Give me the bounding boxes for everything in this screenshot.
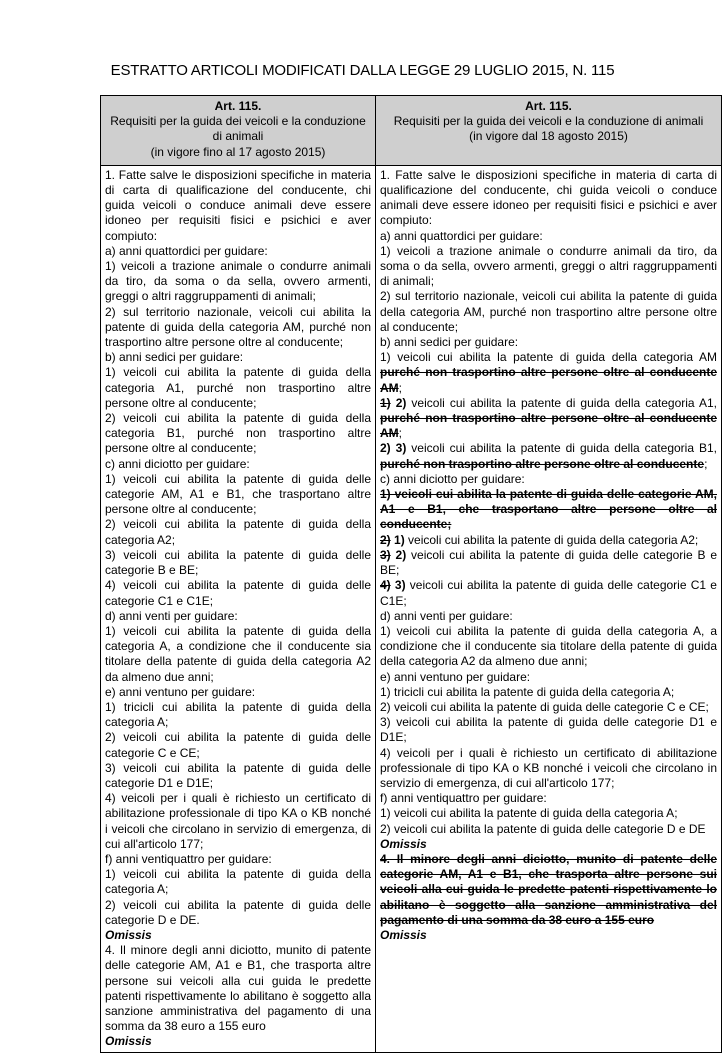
text-segment: 2) sul territorio nazionale, veicoli cui abilita la patente di guida della categoria AM, purché non trasportino altre persone oltre al conducente; — [105, 304, 371, 350]
article-paragraph — [380, 487, 717, 533]
table-header-row — [101, 96, 722, 166]
text-segment: ; — [398, 426, 403, 441]
article-paragraph — [380, 624, 717, 670]
text-segment: 3) — [394, 578, 406, 593]
omissis-label: Omissis — [380, 836, 427, 851]
article-paragraph — [380, 837, 717, 852]
text-segment: 4) veicoli cui abilita la patente di guida delle categorie C1 e C1E; — [105, 578, 371, 608]
header-article: Art. 115. — [525, 99, 572, 113]
article-paragraph — [380, 746, 717, 792]
article-paragraph — [105, 761, 371, 791]
article-paragraph — [380, 396, 717, 442]
text-segment: a) anni quattordici per guidare: — [105, 243, 268, 258]
text-segment: e) anni ventuno per guidare: — [105, 684, 256, 699]
text-segment: 2) — [395, 395, 407, 410]
article-paragraph — [105, 624, 371, 685]
text-segment: 2) veicoli cui abilita la patente di guida delle categorie C e CE; — [105, 730, 371, 760]
article-paragraph — [380, 350, 717, 396]
text-segment: c) anni diciotto per guidare: — [380, 471, 525, 486]
text-segment: veicoli cui abilita la patente di guida delle categorie B e BE; — [380, 547, 718, 578]
text-segment: veicoli cui abilita la patente di guida delle categorie C1 e C1E; — [380, 578, 717, 608]
deleted-text: purché non trasportino altre persone oltre al conducente — [380, 456, 705, 471]
text-segment: 1) veicoli cui abilita la patente di guida della categoria AM — [380, 350, 717, 365]
article-paragraph — [380, 335, 717, 350]
text-segment: 4) veicoli per i quali è richiesto un certificato di abilitazione professionale di tipo KA o KB nonché i veicoli che circolano in servizio di emergenza, di cui all'articolo 177; — [105, 791, 371, 851]
header-vigore: (in vigore dal 18 agosto 2015) — [469, 129, 628, 144]
text-segment: a) anni quattordici per guidare: — [380, 228, 543, 243]
text-segment: 1) veicoli cui abilita la patente di guida della categoria A1, purché non trasportino altre persone oltre al conducente; — [105, 365, 371, 410]
document-title: ESTRATTO ARTICOLI MODIFICATI DALLA LEGGE 29 LUGLIO 2015, N. 115 — [110, 62, 615, 79]
text-segment: 1) veicoli a trazione animale o condurre animali da tiro, da soma o da sella, ovvero armenti, greggi o altri raggruppamenti di animali; — [105, 259, 371, 304]
article-paragraph — [105, 365, 371, 411]
comparison-table — [100, 95, 722, 1053]
text-segment: veicoli cui abilita la patente di guida della categoria A2; — [404, 532, 699, 547]
header-new-version — [376, 96, 722, 166]
omissis-label: Omissis — [380, 927, 427, 942]
text-segment: c) anni diciotto per guidare: — [105, 456, 250, 471]
header-subtitle: Requisiti per la guida dei veicoli e la conduzione di animali — [110, 114, 366, 144]
text-segment: 1) veicoli a trazione animale o condurre animali da tiro, da soma o da sella, ovvero armenti, greggi o altri raggruppamenti di animali; — [380, 243, 717, 289]
text-segment: 3) — [395, 441, 407, 456]
article-paragraph — [105, 943, 371, 1034]
text-segment: 1) veicoli cui abilita la patente di guida delle categorie AM, A1 e B1, che trasportano altre persone oltre al conducente; — [105, 471, 371, 517]
article-paragraph — [380, 289, 717, 335]
article-paragraph — [380, 700, 717, 715]
deleted-text: 4) — [380, 578, 391, 593]
deleted-text: 4. Il minore degli anni diciotto, munito di patente delle categorie AM, A1 e B1, che trasporta altre persone sui veicoli alla cui guida le predette patenti rispettivamente lo abilitano è soggetto alla sanzione amministrativa del pagamento di una somma da 38 euro a 155 euro — [380, 851, 717, 927]
article-paragraph — [380, 229, 717, 244]
header-old-version — [101, 96, 376, 166]
article-paragraph — [105, 730, 371, 760]
article-paragraph — [380, 685, 717, 700]
article-paragraph — [380, 806, 717, 821]
table-body-row — [101, 165, 722, 1052]
article-paragraph — [105, 578, 371, 608]
text-segment: 3) veicoli cui abilita la patente di guida delle categorie D1 e D1E; — [105, 760, 371, 790]
text-segment: 3) veicoli cui abilita la patente di guida delle categorie B e BE; — [105, 547, 371, 578]
article-paragraph — [105, 168, 371, 244]
text-segment: 2) — [380, 441, 391, 456]
article-paragraph — [380, 670, 717, 685]
header-subtitle: Requisiti per la guida dei veicoli e la conduzione di animali — [393, 114, 704, 129]
text-segment: 2) veicoli cui abilita la patente di guida della categoria B1, purché non trasportino altre persone oltre al conducente; — [105, 411, 371, 456]
article-paragraph — [380, 928, 717, 943]
text-segment: 1) veicoli cui abilita la patente di guida della categoria A, a condizione che il conducente sia titolare della patente di guida della categoria A2 da almeno due anni; — [380, 623, 717, 669]
article-paragraph — [105, 685, 371, 700]
article-paragraph — [105, 700, 371, 730]
text-segment: 2) — [395, 547, 407, 562]
article-paragraph — [105, 898, 371, 928]
article-paragraph — [105, 350, 371, 365]
text-segment: 2) veicoli cui abilita la patente di guida delle categorie D e DE — [380, 821, 706, 836]
article-paragraph — [105, 517, 371, 547]
text-segment: 1) tricicli cui abilita la patente di guida della categoria A; — [105, 699, 371, 730]
deleted-text: 1) veicoli cui abilita la patente di guida delle categorie AM, A1 e B1, che trasportano altre persone oltre al conducente; — [380, 487, 717, 532]
text-segment: 1. Fatte salve le disposizioni specifiche in materia di carta di qualificazione del conducente, chi guida veicoli o conduce animali deve essere idoneo per requisiti fisici e psichici e aver compiuto: — [105, 167, 371, 243]
deleted-text: purché non trasportino altre persone oltre al conducente AM — [380, 411, 717, 441]
article-paragraph — [105, 259, 371, 305]
text-segment: b) anni sedici per guidare: — [380, 335, 519, 350]
article-paragraph — [380, 852, 717, 928]
header-vigore: (in vigore fino al 17 agosto 2015) — [150, 144, 326, 159]
text-segment: b) anni sedici per guidare: — [105, 350, 244, 365]
text-segment: veicoli cui abilita la patente di guida della categoria B1, — [406, 441, 717, 456]
article-paragraph — [105, 411, 371, 457]
text-segment: ; — [704, 456, 708, 471]
article-paragraph — [380, 441, 717, 471]
article-paragraph — [105, 1034, 371, 1049]
text-segment: ; — [398, 380, 403, 395]
article-paragraph — [105, 928, 371, 943]
article-paragraph — [380, 822, 717, 837]
article-paragraph — [105, 244, 371, 259]
text-segment: veicoli cui abilita la patente di guida della categoria A1, — [406, 395, 717, 410]
text-segment: f) anni ventiquattro per guidare: — [105, 851, 272, 866]
article-paragraph — [380, 244, 717, 290]
text-segment: 3) veicoli cui abilita la patente di guida delle categorie D1 e D1E; — [380, 715, 717, 745]
text-segment: d) anni venti per guidare: — [380, 608, 513, 623]
article-paragraph — [380, 533, 717, 548]
old-text-column — [101, 165, 376, 1052]
article-paragraph — [105, 548, 371, 578]
text-segment: e) anni ventuno per guidare: — [380, 669, 531, 684]
text-segment: 2) veicoli cui abilita la patente di guida delle categorie D e DE. — [105, 897, 371, 927]
article-paragraph — [380, 578, 717, 608]
article-paragraph — [380, 791, 717, 806]
article-paragraph — [380, 168, 717, 229]
text-segment: 4. Il minore degli anni diciotto, munito di patente delle categorie AM, A1 e B1, che trasporta altre persone sui veicoli alla cui guida le predette patenti rispettivamente lo abilitano è soggetto alla sanzione amministrativa del pagamento di una somma da 38 euro a 155 euro — [105, 943, 371, 1034]
text-segment: 1) veicoli cui abilita la patente di guida della categoria A; — [105, 867, 371, 897]
deleted-text: purché non trasportino altre persone oltre al conducente AM — [380, 365, 717, 395]
article-paragraph — [105, 867, 371, 897]
text-segment: 2) veicoli cui abilita la patente di guida delle categorie C e CE; — [380, 699, 709, 714]
article-paragraph — [105, 305, 371, 351]
header-article: Art. 115. — [214, 99, 262, 113]
text-segment: 4) veicoli per i quali è richiesto un certificato di abilitazione professionale di tipo KA o KB nonché i veicoli che circolano in servizio di emergenza, di cui all'articolo 177; — [380, 745, 717, 790]
article-paragraph — [380, 715, 717, 745]
text-segment: 1) tricicli cui abilita la patente di guida della categoria A; — [380, 684, 675, 699]
text-segment: f) anni ventiquattro per guidare: — [380, 791, 547, 806]
article-paragraph — [105, 791, 371, 852]
article-paragraph — [105, 609, 371, 624]
new-text-column — [376, 165, 722, 1052]
article-paragraph — [380, 609, 717, 624]
text-segment: d) anni venti per guidare: — [105, 608, 238, 623]
text-segment: 1) veicoli cui abilita la patente di guida della categoria A; — [380, 806, 678, 821]
article-paragraph — [105, 472, 371, 518]
omissis-label: Omissis — [105, 1034, 152, 1049]
article-paragraph — [380, 472, 717, 487]
text-segment: 2) veicoli cui abilita la patente di guida della categoria A2; — [105, 517, 371, 547]
deleted-text: 2) — [380, 532, 391, 547]
article-paragraph — [105, 852, 371, 867]
text-segment: 2) sul territorio nazionale, veicoli cui abilita la patente di guida della categoria AM, purché non trasportino altre persone oltre al conducente; — [380, 289, 717, 334]
article-paragraph — [380, 548, 717, 578]
deleted-text: 1) — [380, 395, 391, 410]
article-paragraph — [105, 457, 371, 472]
text-segment: 1. Fatte salve le disposizioni specifiche in materia di carta di qualificazione del conducente, chi guida veicoli o conduce animali deve essere idoneo per requisiti fisici e psichici e aver compiuto: — [380, 167, 717, 228]
text-segment: 1) — [394, 532, 405, 547]
text-segment: 1) veicoli cui abilita la patente di guida della categoria A, a condizione che il conducente sia titolare della patente di guida della categoria A2 da almeno due anni; — [105, 623, 371, 684]
omissis-label: Omissis — [105, 927, 152, 942]
deleted-text: 3) — [380, 547, 391, 562]
